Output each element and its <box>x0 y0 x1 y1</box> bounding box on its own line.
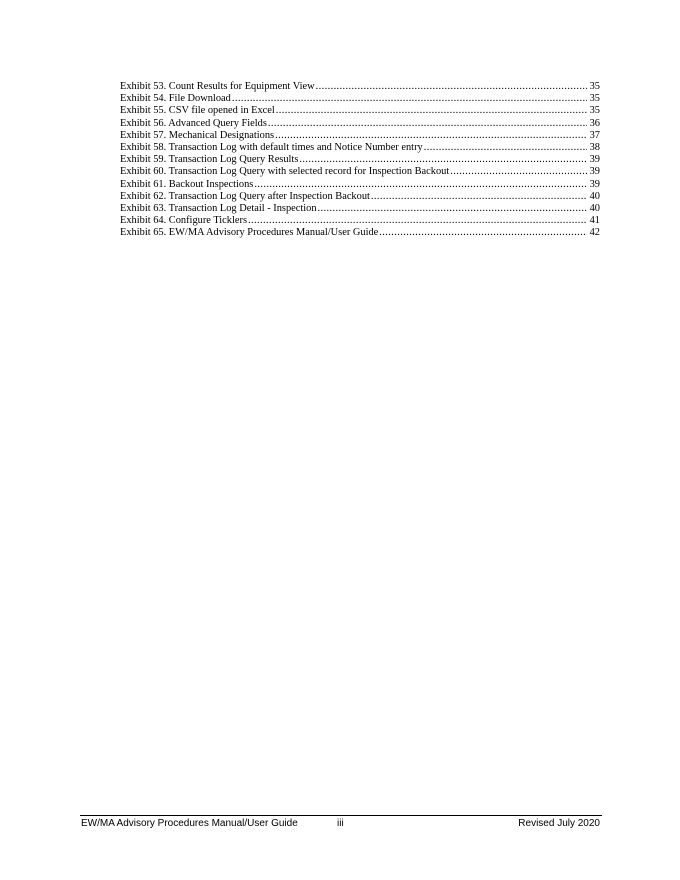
toc-entry-title: Exhibit 57. Mechanical Designations <box>120 129 275 141</box>
toc-entry-exhibit-54[interactable] <box>120 93 600 105</box>
toc-entry-exhibit-65[interactable] <box>120 227 600 239</box>
dot-leader <box>268 118 587 130</box>
toc-entry-title: Exhibit 53. Count Results for Equipment View <box>120 81 315 92</box>
dot-leader <box>450 166 587 178</box>
toc-entry-exhibit-56[interactable] <box>120 118 600 130</box>
toc-entry-page: 37 <box>589 129 600 141</box>
footer-divider <box>80 815 602 816</box>
toc-entry-title: Exhibit 65. EW/MA Advisory Procedures Manual/User Guide <box>120 227 379 239</box>
toc-entry-page: 40 <box>589 190 600 202</box>
dot-leader <box>371 191 587 203</box>
dot-leader <box>379 227 587 239</box>
toc-entry-exhibit-60[interactable] <box>120 166 600 178</box>
toc-entry-exhibit-63[interactable] <box>120 203 600 215</box>
toc-entry-page: 35 <box>589 105 600 117</box>
dot-leader <box>248 215 587 227</box>
toc-entry-exhibit-64[interactable] <box>120 215 600 227</box>
toc-entry-title: Exhibit 55. CSV file opened in Excel <box>120 105 275 117</box>
toc-entry-exhibit-55[interactable] <box>120 105 600 117</box>
toc-entry-page: 35 <box>589 93 600 105</box>
dot-leader <box>424 142 587 154</box>
toc-entry-page: 39 <box>589 166 600 178</box>
toc-entry-page: 39 <box>589 178 600 190</box>
dot-leader <box>318 203 587 215</box>
toc-entry-page: 42 <box>589 227 600 239</box>
toc-entry-page: 38 <box>589 141 600 153</box>
toc-entry-exhibit-61[interactable] <box>120 179 600 191</box>
toc-entry-page: 40 <box>589 202 600 214</box>
table-of-exhibits <box>120 81 600 239</box>
footer-page-number: iii <box>337 818 344 829</box>
toc-entry-title: Exhibit 59. Transaction Log Query Results <box>120 154 299 166</box>
footer-revision-date: Revised July 2020 <box>518 818 600 829</box>
dot-leader <box>299 154 587 166</box>
dot-leader <box>276 105 587 117</box>
toc-entry-page: 36 <box>589 117 600 129</box>
toc-entry-page: 39 <box>589 154 600 166</box>
toc-entry-title: Exhibit 61. Backout Inspections <box>120 178 254 190</box>
toc-entry-exhibit-62[interactable] <box>120 191 600 203</box>
dot-leader <box>254 179 587 191</box>
toc-entry-exhibit-58[interactable] <box>120 142 600 154</box>
toc-entry-title: Exhibit 56. Advanced Query Fields <box>120 117 267 129</box>
toc-entry-page: 35 <box>589 81 600 92</box>
toc-entry-exhibit-57[interactable] <box>120 130 600 142</box>
dot-leader <box>316 81 587 93</box>
toc-entry-title: Exhibit 60. Transaction Log Query with selected record for Inspection Backout <box>120 166 450 178</box>
toc-entry-title: Exhibit 58. Transaction Log with default times and Notice Number entry <box>120 141 423 153</box>
dot-leader <box>275 130 587 142</box>
toc-entry-title: Exhibit 62. Transaction Log Query after Inspection Backout <box>120 190 370 202</box>
toc-entry-title: Exhibit 63. Transaction Log Detail - Inspection <box>120 202 317 214</box>
dot-leader <box>232 93 587 105</box>
toc-entry-title: Exhibit 64. Configure Ticklers <box>120 215 247 227</box>
toc-entry-title: Exhibit 54. File Download <box>120 93 231 105</box>
toc-entry-exhibit-59[interactable] <box>120 154 600 166</box>
toc-entry-exhibit-53[interactable] <box>120 81 600 93</box>
footer-document-title: EW/MA Advisory Procedures Manual/User Guide <box>81 818 298 829</box>
toc-entry-page: 41 <box>589 215 600 227</box>
